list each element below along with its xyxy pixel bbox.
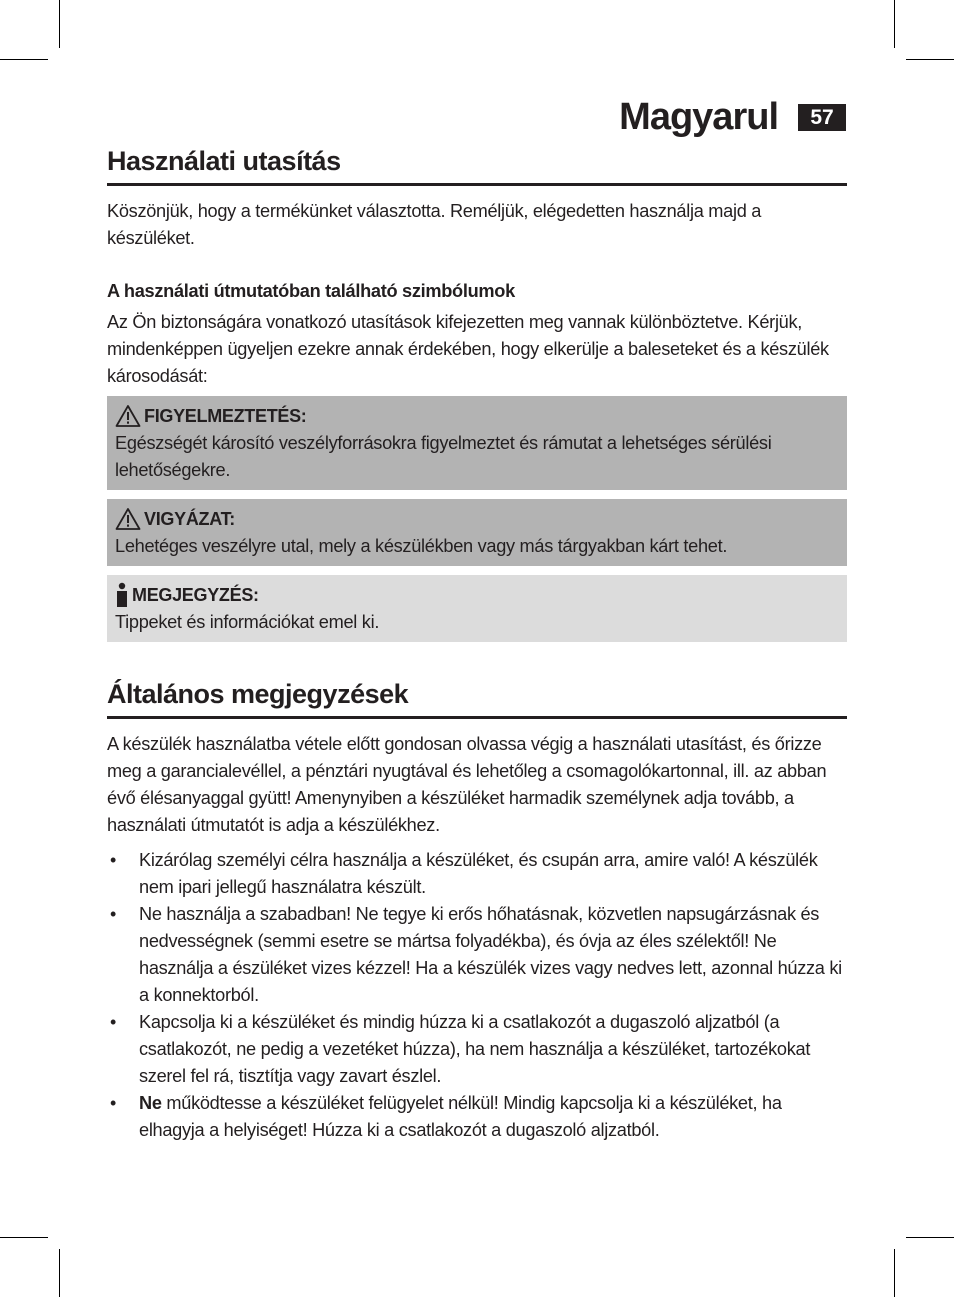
warning-label: FIGYELMEZTETÉS:: [144, 406, 307, 426]
caution-label: VIGYÁZAT:: [144, 509, 235, 529]
symbols-heading: A használati útmutatóban található szimbólumok: [107, 281, 515, 301]
list-item: [107, 1009, 847, 1090]
warning-triangle-icon: [115, 507, 141, 531]
list-item-bold: Ne: [139, 1093, 162, 1113]
caution-box: [107, 499, 847, 566]
info-icon: [115, 582, 129, 608]
caution-text: Lehetéges veszélyre utal, mely a készülékben vagy más tárgyakban kárt tehet.: [115, 536, 728, 556]
note-text: Tippeket és információkat emel ki.: [115, 612, 380, 632]
crop-mark: [59, 0, 60, 48]
crop-mark: [906, 1237, 954, 1238]
bullet: •: [110, 904, 117, 924]
section-general-notes: [107, 678, 847, 1144]
list-item: [107, 847, 847, 901]
crop-mark: [59, 1249, 60, 1297]
list-item: [107, 901, 847, 1009]
note-box: [107, 575, 847, 642]
bullet: •: [110, 850, 117, 870]
warning-box: [107, 396, 847, 490]
crop-mark: [894, 1249, 895, 1297]
section-title: Használati utasítás: [107, 145, 847, 186]
warning-text: Egészségét károsító veszélyforrásokra figyelmeztet és rámutat a lehetséges sérülési lehetőségekre.: [115, 433, 772, 480]
crop-mark: [894, 0, 895, 48]
intro-paragraph: Köszönjük, hogy a termékünket választotta. Reméljük, elégedetten használja majd a készüléket.: [107, 201, 762, 248]
bullet-list: [107, 847, 847, 1144]
intro-paragraph: A készülék használatba vétele előtt gondosan olvassa végig a használati utasítást, és őrizze meg a garancialevéllel, a pénztári nyugtával és lehetőleg a csomagolókartonnal, ill. az abban évő élésanyaggal gyütt! Amenynyiben a készüléket harmadik személynek adja tovább, a használati útmutatót is adja a készülékhez.: [107, 734, 827, 835]
list-item: [107, 1090, 847, 1144]
warning-triangle-icon: [115, 404, 141, 428]
list-item-text: Ne használja a szabadban! Ne tegye ki erős hőhatásnak, közvetlen napsugárzásnak és nedvességnek (semmi esetre se mártsa folyadékba), és óvja az éles szélektől! Ne használja a észüléket vizes kézzel! Ha a készülék vizes vagy nedves lett, azonnal húzza ki a konnektorból.: [139, 904, 842, 1005]
list-item-text: Kizárólag személyi célra használja a készüléket, és csupán arra, amire való! A készülék nem ipari jellegű használatra készült.: [139, 850, 818, 897]
bullet: •: [110, 1012, 117, 1032]
section-title: Általános megjegyzések: [107, 678, 847, 719]
section-instructions: [107, 145, 847, 642]
list-item-text: működtesse a készüléket felügyelet nélkül! Mindig kapcsolja ki a készüléket, ha elhagyja a helyiséget! Húzza ki a csatlakozót a dugaszoló aljzatból.: [139, 1093, 782, 1140]
note-label: MEGJEGYZÉS:: [132, 585, 259, 605]
crop-mark: [906, 59, 954, 60]
language-title: Magyarul: [619, 96, 778, 138]
crop-mark: [0, 59, 48, 60]
symbols-paragraph: Az Ön biztonságára vonatkozó utasítások kifejezetten meg vannak különböztetve. Kérjük, mindenképpen ügyeljen ezekre annak érdekében, hogy elkerülje a baleseteket és a készülék károsodását:: [107, 312, 829, 386]
crop-mark: [0, 1237, 48, 1238]
page-number: 57: [798, 104, 846, 131]
list-item-text: Kapcsolja ki a készüléket és mindig húzza ki a csatlakozót a dugaszoló aljzatból (a csatlakozót, ne pedig a vezetéket húzza), ha nem használja a készüléket, tartozékokat szerel fel rá, tisztítja vagy zavart észlel.: [139, 1012, 811, 1086]
bullet: •: [110, 1093, 117, 1113]
